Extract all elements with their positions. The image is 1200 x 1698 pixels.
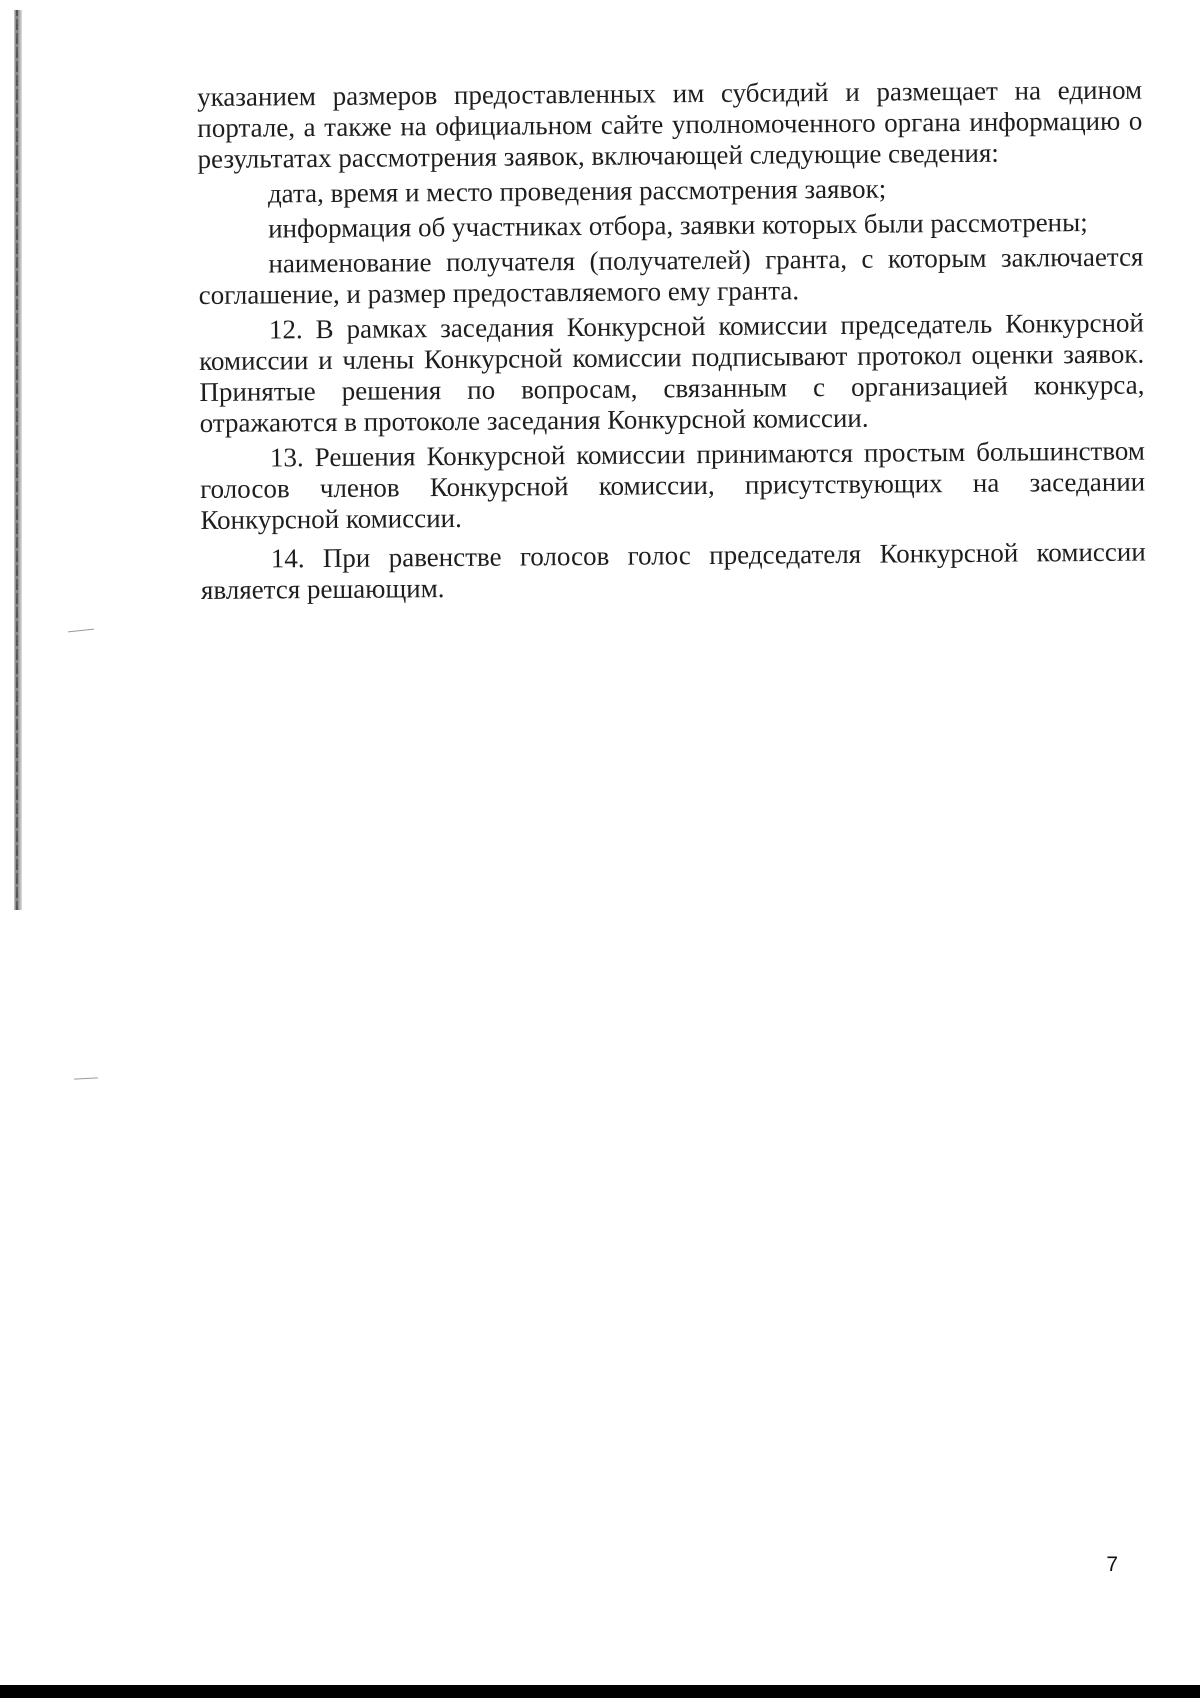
list-item-date: дата, время и место проведения рассмотрения заявок;	[267, 173, 887, 209]
scan-edge-shadow	[14, 10, 22, 910]
document-body	[197, 75, 1146, 610]
page-number: 7	[1106, 1553, 1118, 1576]
clause-12: 12. В рамках заседания Конкурсной комиссии председатель Конкурсной комиссии и члены Конкурсной комиссии подписывают протокол оценки заявок. Принятые решения по вопросам, связанным с организацией конкурса, отражаются в протоколе заседания Конкурсной комиссии.	[199, 307, 1145, 438]
scan-speck	[74, 1077, 98, 1079]
paragraph-continuation: указанием размеров предоставленных им субсидий и размещает на едином портале, а также на официальном сайте уполномоченного органа информацию о результатах рассмотрения заявок, включающей следующие сведения:	[197, 74, 1143, 174]
clause-14: 14. При равенстве голосов голос председателя Конкурсной комиссии является решающим.	[200, 536, 1146, 605]
scan-bottom-border	[0, 1685, 1200, 1698]
list-item-recipient: наименование получателя (получателей) гранта, с которым заключается соглашение, и размер предоставляемого ему гранта.	[198, 241, 1144, 310]
list-item-participants: информация об участниках отбора, заявки которых были рассмотрены;	[268, 207, 1088, 244]
clause-13: 13. Решения Конкурсной комиссии принимаются простым большинством голосов членов Конкурсной комиссии, присутствующих на заседании Конкурсной комиссии.	[200, 435, 1146, 535]
scan-speck	[68, 629, 94, 633]
